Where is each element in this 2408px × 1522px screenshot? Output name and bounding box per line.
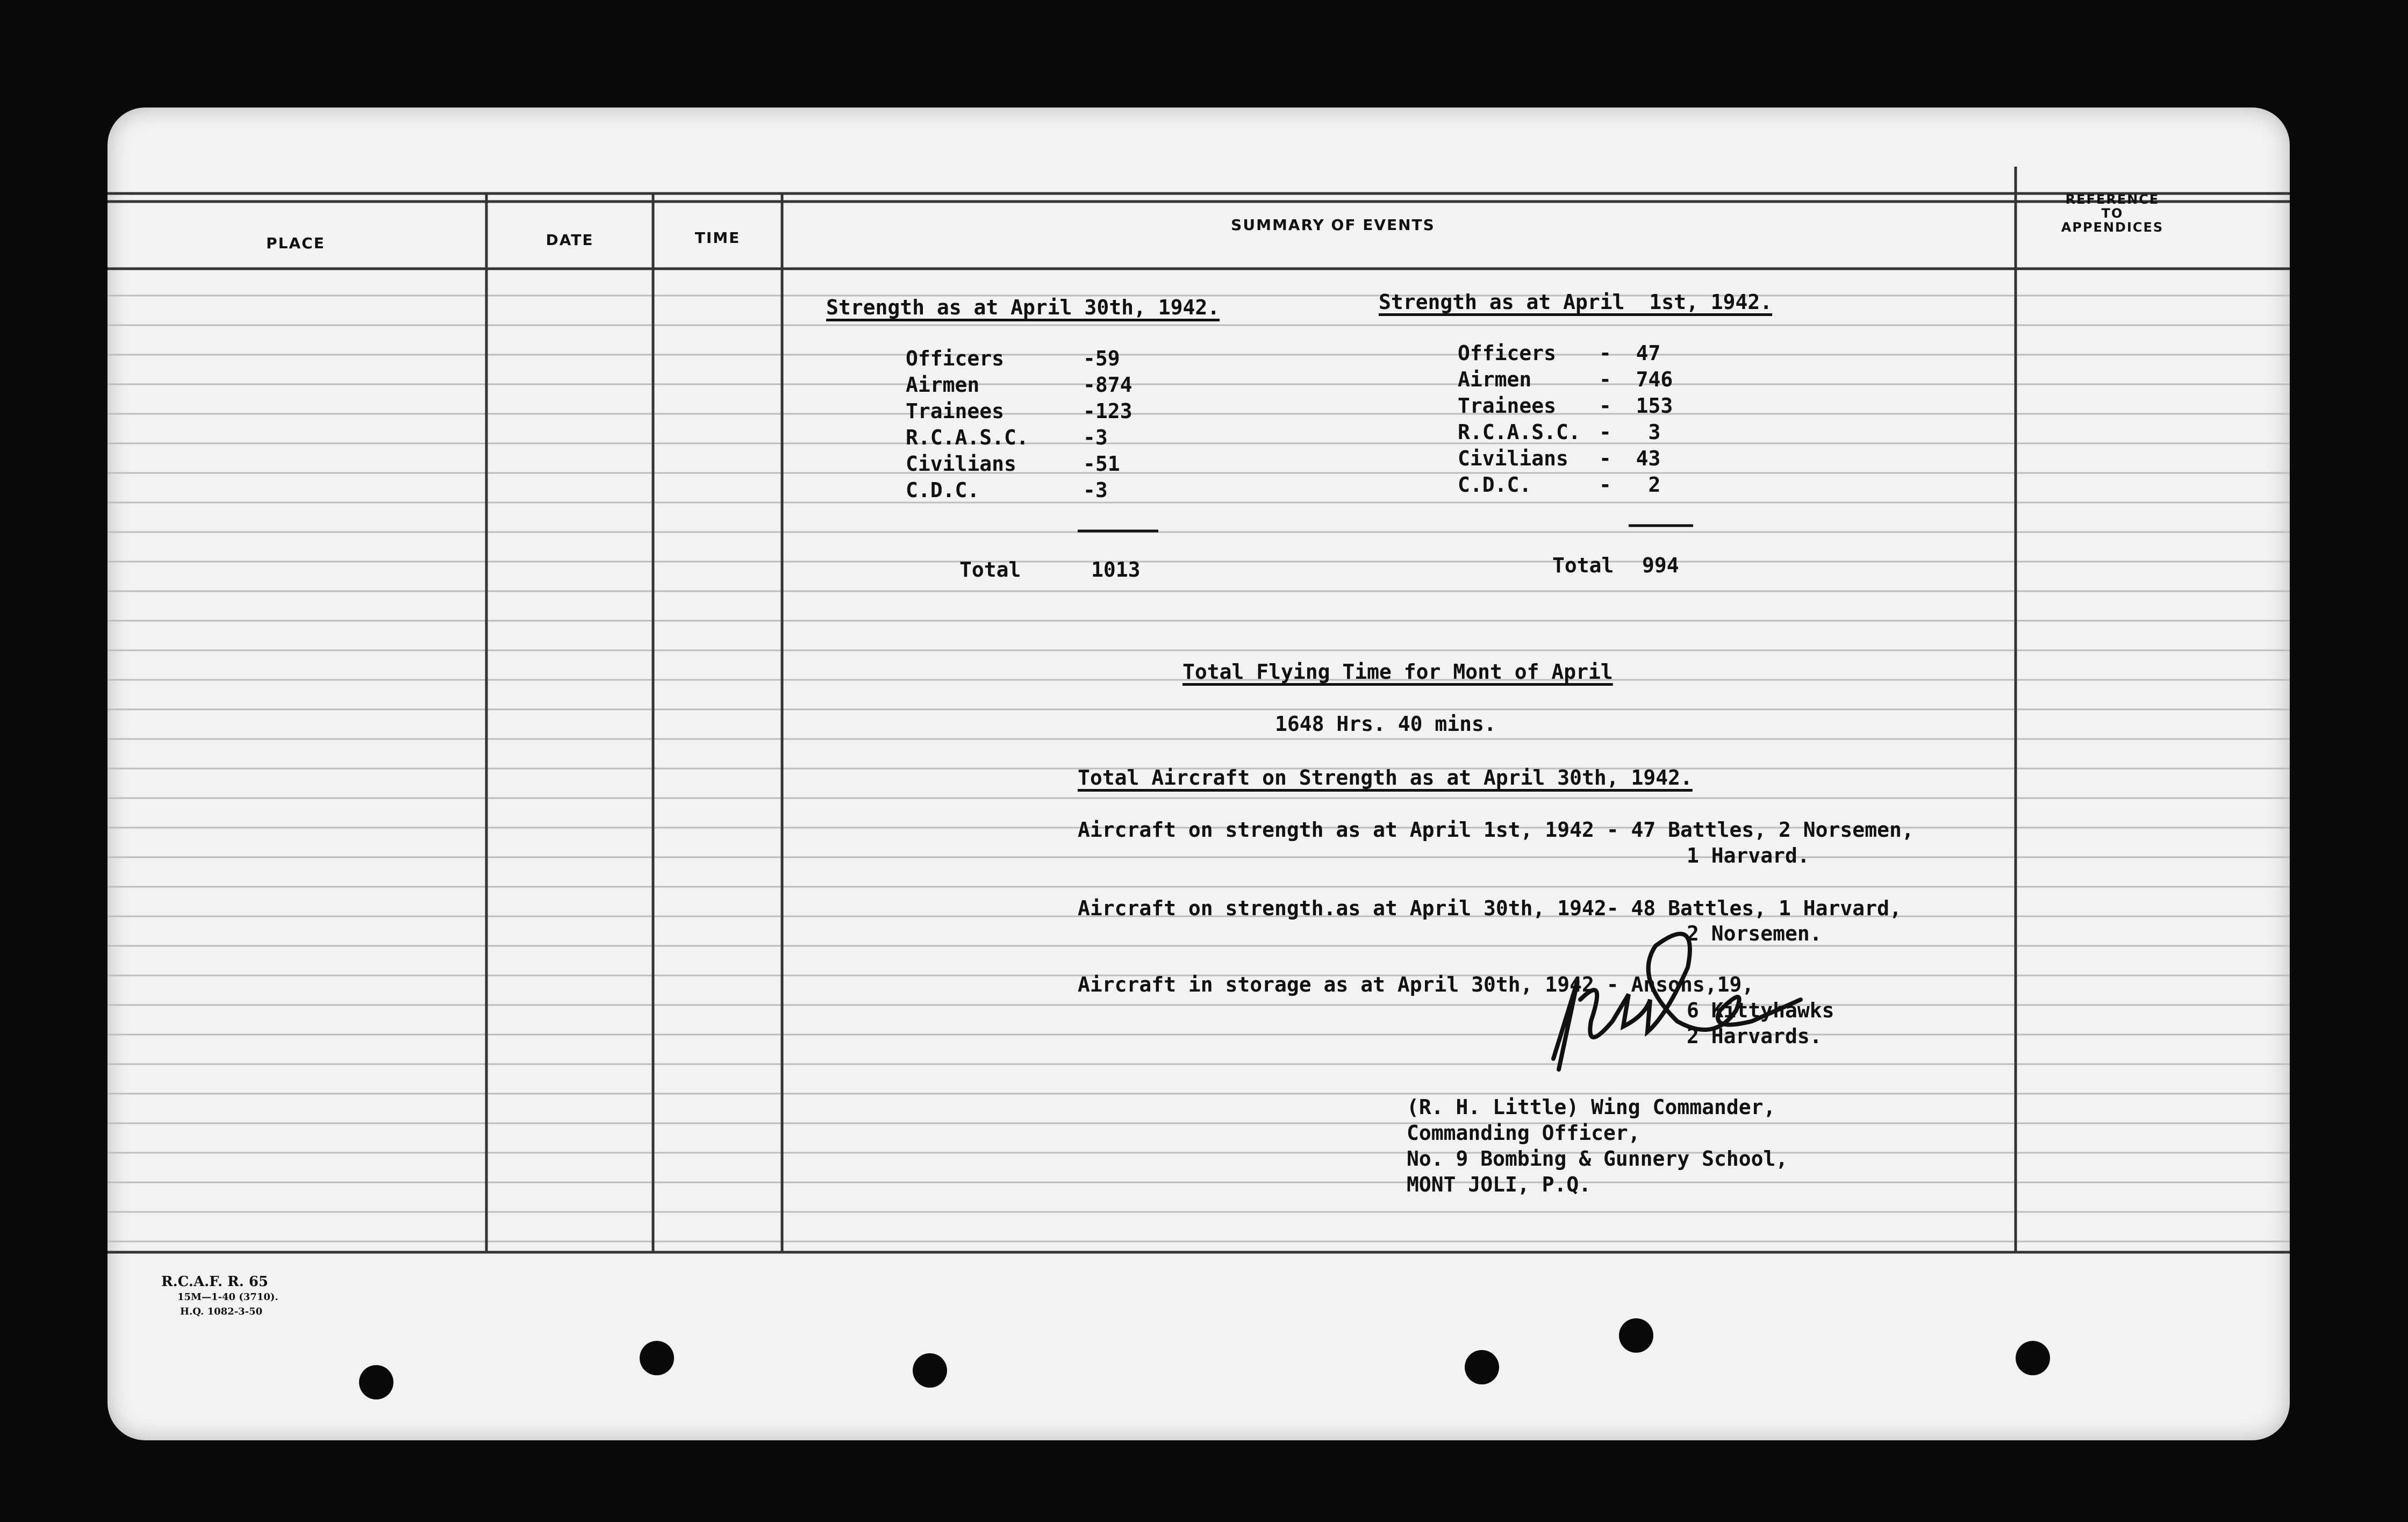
strength-row-value: -874	[1083, 373, 1133, 397]
signature-line: Commanding Officer,	[1407, 1121, 1640, 1145]
form-id-line: H.Q. 1082-3-50	[180, 1306, 263, 1317]
header-reference: REFERENCE TO APPENDICES	[2061, 192, 2164, 235]
strength-row-label: Trainees	[1458, 394, 1557, 418]
strength-row-value: - 47	[1599, 341, 1661, 365]
header-time: TIME	[694, 229, 741, 247]
aircraft-line: Aircraft on strength.as at April 30th, 1942- 48 Battles, 1 Harvard,	[1078, 896, 1902, 920]
aircraft-heading: Total Aircraft on Strength as at April 30th, 1942.	[1078, 766, 1693, 789]
aircraft-line: 2 Norsemen.	[1687, 922, 1822, 945]
strength-april-1-heading: Strength as at April 1st, 1942.	[1379, 290, 1773, 314]
punch-hole	[913, 1353, 947, 1388]
strength-row-value: -123	[1083, 399, 1133, 423]
aircraft-line: Aircraft in storage as at April 30th, 1942 - Ansons,19,	[1078, 973, 1754, 996]
strength-row-label: Airmen	[1458, 368, 1532, 391]
form-id-line: 15M—1-40 (3710).	[177, 1291, 278, 1303]
strength-row-label: Officers	[906, 347, 1005, 370]
punch-hole	[640, 1341, 674, 1375]
aircraft-line: 2 Harvards.	[1687, 1024, 1822, 1048]
strength-row-value: -51	[1083, 452, 1120, 476]
header-date: DATE	[546, 231, 594, 249]
aircraft-line: 6 Kittyhawks	[1687, 999, 1834, 1022]
strength-row-value: - 153	[1599, 394, 1673, 418]
header-summary: SUMMARY OF EVENTS	[1231, 216, 1435, 234]
strength-row-label: Trainees	[906, 399, 1005, 423]
flying-time-heading: Total Flying Time for Mont of April	[1182, 660, 1613, 684]
strength-row-label: C.D.C.	[1458, 473, 1532, 497]
strength-row-label: R.C.A.S.C.	[906, 426, 1029, 449]
strength-row-value: - 746	[1599, 368, 1673, 391]
strength-row-value: -59	[1083, 347, 1120, 370]
aircraft-line: 1 Harvard.	[1687, 844, 1810, 867]
punch-hole	[2016, 1341, 2050, 1375]
strength-row-value: -3	[1083, 426, 1108, 449]
strength-row-label: Civilians	[1458, 447, 1568, 470]
signature-line: (R. H. Little) Wing Commander,	[1407, 1095, 1776, 1119]
strength-row-value: -3	[1083, 478, 1108, 502]
punch-hole	[1465, 1350, 1499, 1384]
record-card	[108, 107, 2290, 1440]
signature-line: No. 9 Bombing & Gunnery School,	[1407, 1147, 1788, 1171]
form-id-line: R.C.A.F. R. 65	[161, 1274, 269, 1290]
strength-total-label: Total	[959, 558, 1021, 581]
strength-row-value: - 43	[1599, 447, 1661, 470]
strength-row-label: Airmen	[906, 373, 980, 397]
strength-row-label: R.C.A.S.C.	[1458, 420, 1581, 444]
strength-total-label: Total	[1552, 554, 1614, 577]
aircraft-line: Aircraft on strength as at April 1st, 1942 - 47 Battles, 2 Norsemen,	[1078, 818, 1914, 842]
strength-row-label: Civilians	[906, 452, 1016, 476]
strength-april-30-heading: Strength as at April 30th, 1942.	[826, 296, 1220, 319]
strength-total-value: 994	[1642, 554, 1679, 577]
strength-row-value: - 2	[1599, 473, 1661, 497]
strength-total-value: 1013	[1091, 558, 1141, 581]
punch-hole	[1619, 1318, 1653, 1353]
strength-row-value: - 3	[1599, 420, 1661, 444]
punch-hole	[359, 1365, 393, 1399]
signature-line: MONT JOLI, P.Q.	[1407, 1173, 1592, 1196]
strength-row-label: Officers	[1458, 341, 1557, 365]
flying-time-value: 1648 Hrs. 40 mins.	[1275, 712, 1496, 736]
header-place: PLACE	[266, 234, 325, 252]
strength-row-label: C.D.C.	[906, 478, 980, 502]
